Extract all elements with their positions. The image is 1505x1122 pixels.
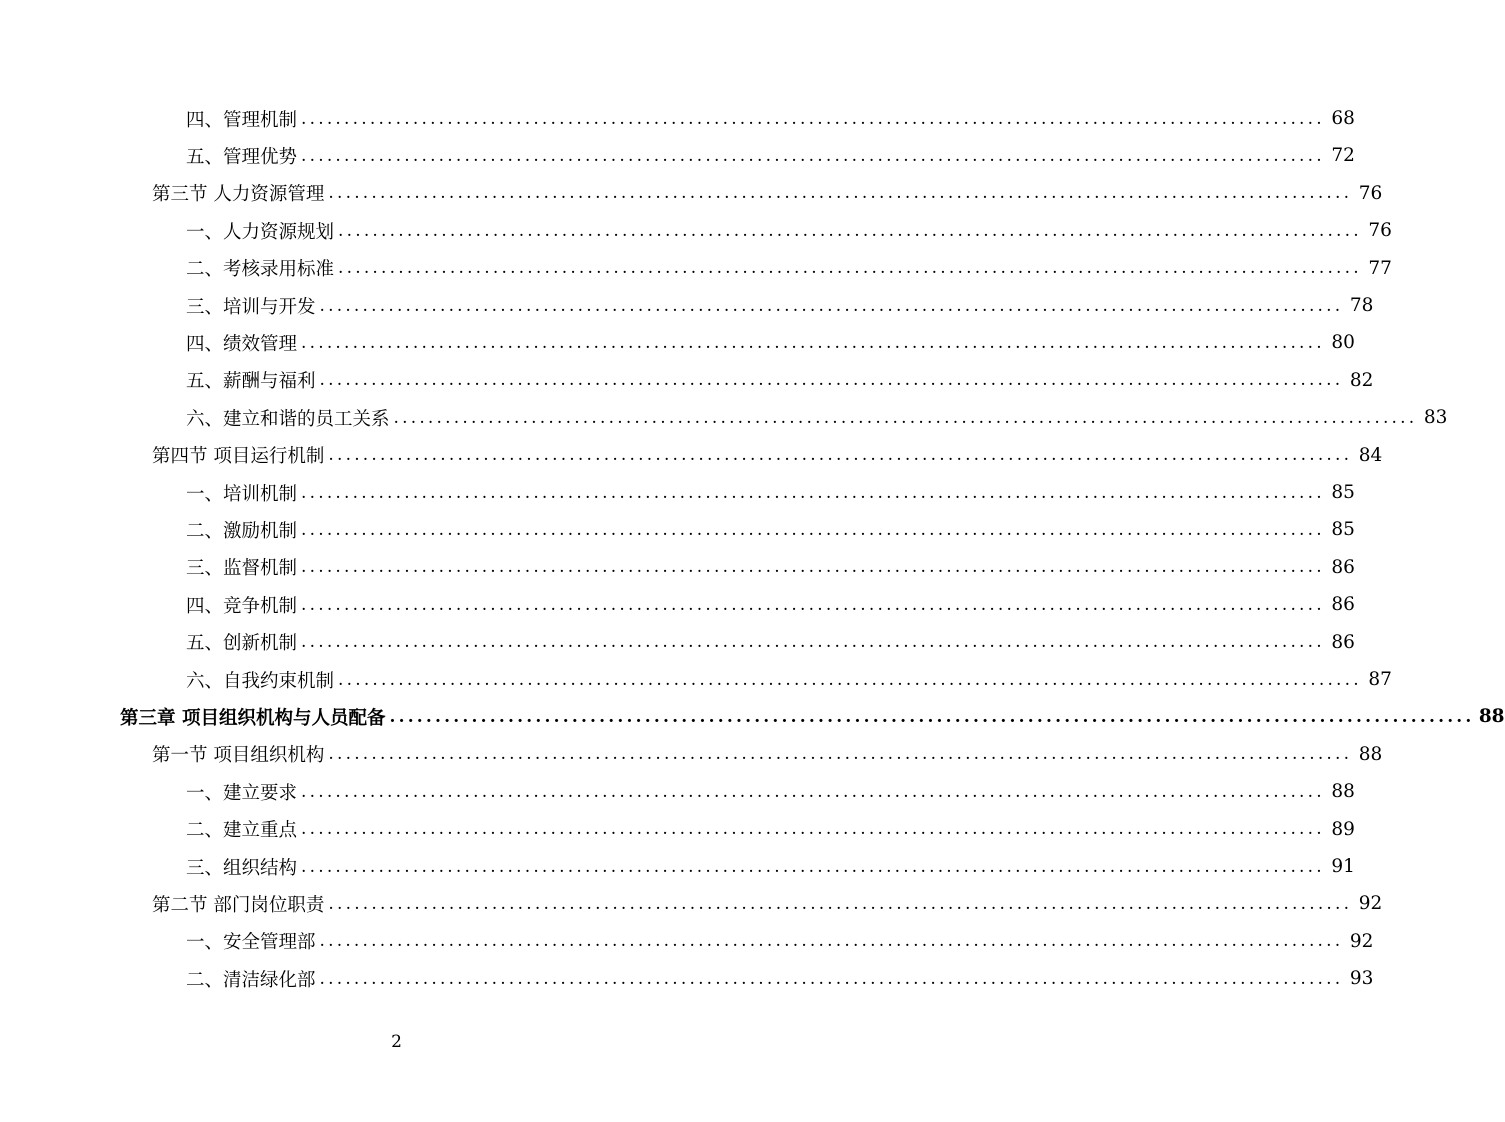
toc-entry-label: 六、建立和谐的员工关系 xyxy=(186,408,390,430)
toc-leader-dots: ....................................................................................................................... xyxy=(301,856,1325,877)
toc-entry-page: 86 xyxy=(1331,556,1355,578)
toc-entry-page: 68 xyxy=(1331,108,1355,129)
toc-entry-label: 第三节 人力资源管理 xyxy=(152,184,325,206)
toc-entry-page: 82 xyxy=(1349,369,1374,391)
toc-entry[interactable] xyxy=(186,137,1355,174)
toc-entry-label: 二、建立重点 xyxy=(186,820,298,842)
toc-entry[interactable] xyxy=(186,250,1392,287)
toc-entry[interactable] xyxy=(186,549,1355,586)
toc-leader-dots: ....................................................................................................................... xyxy=(319,931,1344,952)
toc-leader-dots: ....................................................................................................................... xyxy=(328,893,1353,914)
toc-entry[interactable] xyxy=(186,287,1374,324)
toc-leader-dots: ....................................................................................................................... xyxy=(393,407,1418,428)
toc-leader-dots: ....................................................................................................................... xyxy=(301,108,1325,129)
toc-entry-page: 72 xyxy=(1331,145,1355,167)
toc-leader-dots: ....................................................................................................................... xyxy=(301,632,1325,653)
toc-leader-dots: ....................................................................................................................... xyxy=(319,295,1344,316)
toc-leader-dots: ....................................................................................................................... xyxy=(301,819,1325,840)
toc-entry-label: 第四节 项目运行机制 xyxy=(152,446,325,468)
toc-entry-page: 76 xyxy=(1358,182,1383,204)
toc-leader-dots: ....................................................................................................................... xyxy=(301,557,1325,578)
toc-entry[interactable] xyxy=(152,885,1383,922)
toc-leader-dots: ....................................................................................................................... xyxy=(301,482,1325,503)
toc-entry[interactable] xyxy=(186,362,1374,399)
toc-entry[interactable] xyxy=(186,811,1355,848)
toc-leader-dots: ....................................................................................................................... xyxy=(338,258,1362,279)
toc-entry-label: 二、清洁绿化部 xyxy=(186,969,316,991)
toc-leader-dots: ....................................................................................................................... xyxy=(301,332,1325,353)
toc-entry[interactable] xyxy=(120,698,1505,735)
page-number: 2 xyxy=(391,1032,402,1052)
toc-entry-label: 二、激励机制 xyxy=(186,520,298,542)
toc-leader-dots: ....................................................................................................................... xyxy=(301,781,1325,802)
toc-entry-label: 六、自我约束机制 xyxy=(186,670,335,692)
toc-leader-dots: ....................................................................................................................... xyxy=(319,370,1344,391)
toc-leader-dots: ....................................................................................................................... xyxy=(338,220,1362,241)
toc-entry-label: 五、管理优势 xyxy=(186,146,298,168)
toc-entry-page: 86 xyxy=(1331,631,1355,653)
toc-leader-dots: ....................................................................................................................... xyxy=(389,706,1475,727)
toc-entry-label: 四、竞争机制 xyxy=(186,595,298,617)
toc-entry-page: 85 xyxy=(1331,482,1355,503)
toc-leader-dots: ....................................................................................................................... xyxy=(301,519,1325,540)
toc-entry[interactable] xyxy=(186,399,1448,436)
toc-entry-label: 一、建立要求 xyxy=(186,782,298,804)
toc-entry-page: 88 xyxy=(1358,743,1383,765)
toc-entry-page: 89 xyxy=(1331,818,1355,840)
toc-entry-page: 77 xyxy=(1368,257,1392,279)
toc-leader-dots: ....................................................................................................................... xyxy=(338,669,1362,690)
toc-entry-label: 一、培训机制 xyxy=(186,483,298,505)
toc-entry-page: 76 xyxy=(1368,220,1392,242)
toc-entry[interactable] xyxy=(186,324,1355,361)
toc-entry-page: 93 xyxy=(1349,968,1374,990)
toc-entry-page: 86 xyxy=(1331,594,1355,616)
toc-entry-page: 80 xyxy=(1331,332,1355,354)
toc-entry[interactable] xyxy=(186,848,1355,885)
toc-leader-dots: ....................................................................................................................... xyxy=(328,183,1353,204)
toc-entry-page: 84 xyxy=(1358,444,1383,466)
toc-entry-label: 三、培训与开发 xyxy=(186,296,316,318)
toc-entry-page: 88 xyxy=(1331,781,1355,803)
toc-entry[interactable] xyxy=(186,511,1355,548)
toc-leader-dots: ....................................................................................................................... xyxy=(328,744,1353,765)
toc-entry-label: 三、监督机制 xyxy=(186,558,298,580)
toc-entry-label: 第二节 部门岗位职责 xyxy=(152,894,325,916)
toc-entry-label: 五、薪酬与福利 xyxy=(186,371,316,393)
toc-entry[interactable] xyxy=(186,960,1374,997)
toc-entry-page: 92 xyxy=(1358,893,1383,915)
toc-entry-label: 二、考核录用标准 xyxy=(186,259,335,281)
toc-leader-dots: ....................................................................................................................... xyxy=(319,968,1344,989)
toc-entry-label: 四、绩效管理 xyxy=(186,333,298,355)
toc-leader-dots: ....................................................................................................................... xyxy=(301,594,1325,615)
toc-entry-label: 第一节 项目组织机构 xyxy=(152,745,325,767)
toc-entry[interactable] xyxy=(186,474,1355,511)
toc-entry[interactable] xyxy=(186,773,1355,810)
toc-entry-page: 85 xyxy=(1331,519,1355,541)
toc-entry[interactable] xyxy=(152,437,1383,474)
toc-entry-label: 四、管理机制 xyxy=(186,109,298,131)
toc-entry-label: 三、组织结构 xyxy=(186,857,298,879)
toc-entry[interactable] xyxy=(186,212,1392,249)
toc-entry[interactable] xyxy=(186,923,1374,960)
toc-leader-dots: ....................................................................................................................... xyxy=(301,145,1325,166)
toc-entry[interactable] xyxy=(152,175,1383,212)
toc-entry-label: 五、创新机制 xyxy=(186,633,298,655)
toc-entry-page: 88 xyxy=(1478,706,1505,728)
toc-entry-label: 一、安全管理部 xyxy=(186,932,316,954)
toc-entry[interactable] xyxy=(186,586,1355,623)
toc-entry-label: 一、人力资源规划 xyxy=(186,221,335,243)
toc-entry-label: 第三章 项目组织机构与人员配备 xyxy=(120,707,386,729)
toc-leader-dots: ....................................................................................................................... xyxy=(328,445,1353,466)
toc-entry-page: 91 xyxy=(1331,856,1355,877)
toc-entry-page: 78 xyxy=(1349,295,1374,316)
toc-entry-page: 92 xyxy=(1349,930,1374,952)
toc-entry[interactable] xyxy=(152,736,1383,773)
toc-entry[interactable] xyxy=(186,661,1392,698)
toc-entry-page: 83 xyxy=(1423,407,1448,429)
toc-entry[interactable] xyxy=(186,624,1355,661)
toc-entry-page: 87 xyxy=(1368,669,1392,690)
toc-entry[interactable] xyxy=(186,100,1355,137)
